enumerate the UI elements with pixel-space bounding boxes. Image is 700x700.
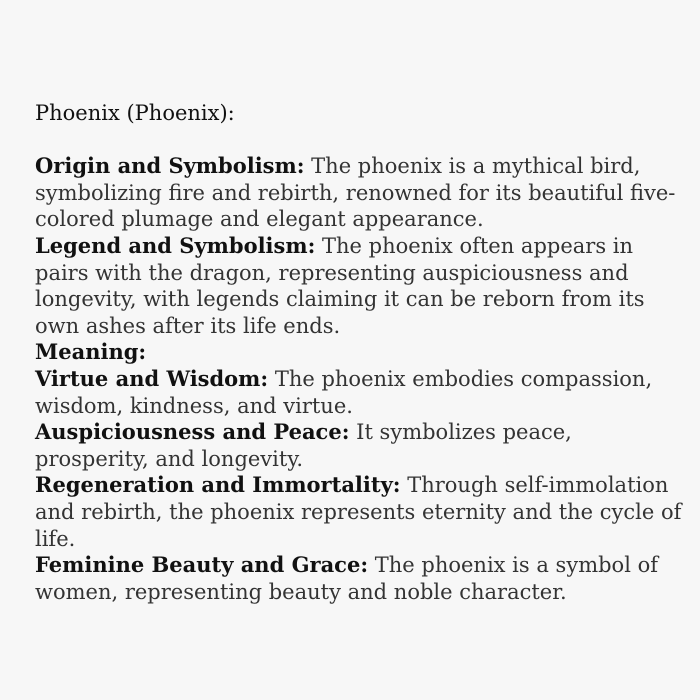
section-text: The phoenix is a mythical bird, symbolizing fire and rebirth, renowned for its beautiful five-colored plumage and elegant appearance. bbox=[35, 154, 676, 232]
section-text: Through self-immolation and rebirth, the phoenix represents eternity and the cycle of life. bbox=[35, 473, 682, 551]
section-regeneration bbox=[35, 472, 685, 552]
section-virtue bbox=[35, 366, 685, 419]
section-label: Legend and Symbolism: bbox=[35, 232, 316, 258]
document-title: Phoenix (Phoenix): bbox=[35, 101, 235, 125]
section-auspiciousness bbox=[35, 419, 685, 472]
section-text: It symbolizes peace, prosperity, and longevity. bbox=[35, 420, 572, 471]
document-body bbox=[35, 100, 685, 605]
section-text: The phoenix is a symbol of women, representing beauty and noble character. bbox=[35, 553, 658, 604]
section-origin bbox=[35, 153, 685, 233]
section-text: The phoenix often appears in pairs with the dragon, representing auspiciousness and longevity, with legends claiming it can be reborn from its own ashes after its life ends. bbox=[35, 233, 645, 338]
section-label: Regeneration and Immortality: bbox=[35, 472, 401, 498]
section-label: Virtue and Wisdom: bbox=[35, 365, 269, 391]
section-text: The phoenix embodies compassion, wisdom, kindness, and virtue. bbox=[35, 366, 653, 418]
section-label: Auspiciousness and Peace: bbox=[35, 419, 350, 445]
section-label: Origin and Symbolism: bbox=[35, 153, 305, 179]
section-meaning bbox=[35, 339, 685, 366]
section-label: Meaning: bbox=[35, 339, 147, 365]
section-legend bbox=[35, 233, 685, 339]
section-feminine-beauty bbox=[35, 552, 685, 605]
section-label: Feminine Beauty and Grace: bbox=[35, 552, 369, 578]
